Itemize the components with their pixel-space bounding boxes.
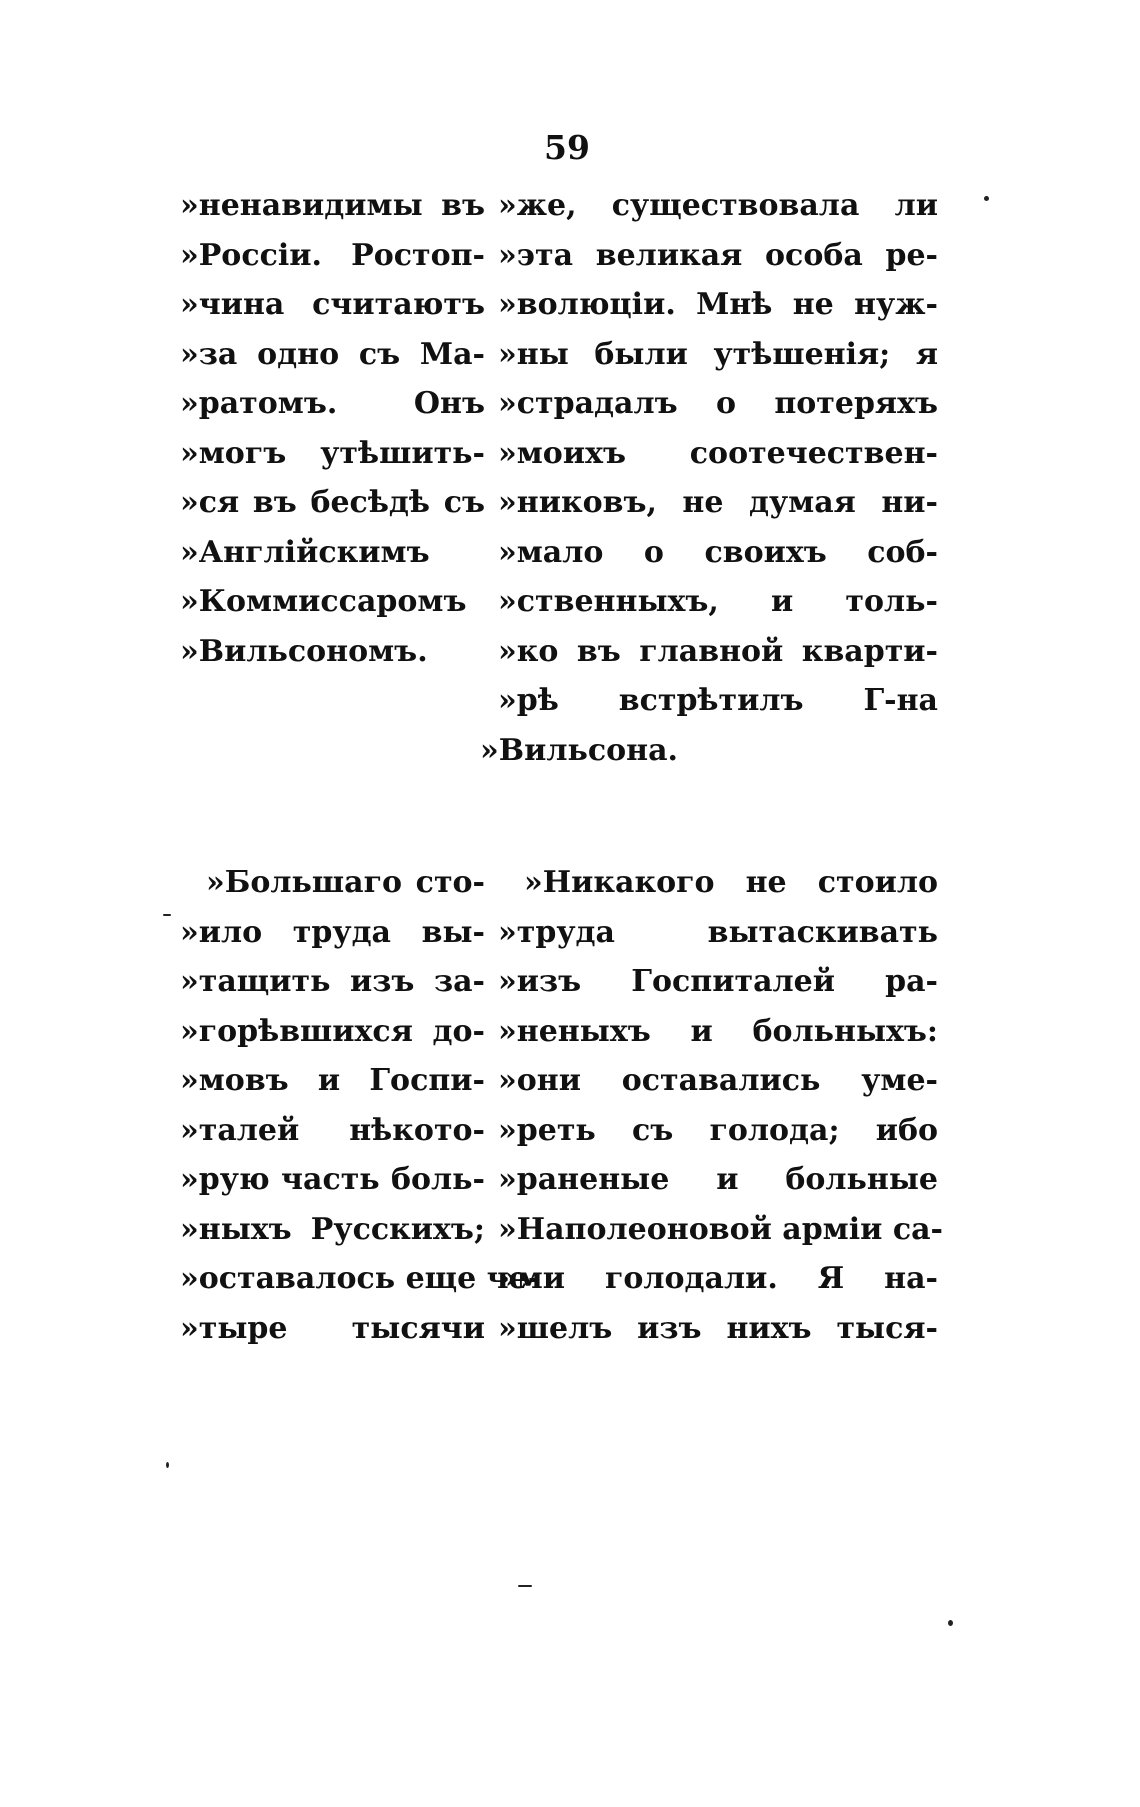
page-number: 59	[544, 128, 590, 167]
text-line: »эта великая особа ре-	[498, 237, 938, 273]
block2-right-column	[498, 858, 943, 1353]
scan-speck	[166, 1462, 169, 1468]
text-line: »ненавидимы въ	[180, 188, 485, 223]
text-line: »Коммиссаромъ	[180, 584, 467, 619]
text-line: »Никакого не стоило	[524, 865, 938, 900]
text-line: »они оставались уме-	[498, 1063, 938, 1098]
text-line: »Вильсона.	[480, 732, 678, 768]
text-line: »могъ утѣшить-	[180, 435, 485, 471]
text-line: »Англійскимъ	[180, 534, 430, 570]
text-line: »Наполеоновой арміи са-	[498, 1211, 943, 1247]
text-line: »Вильсономъ.	[180, 633, 428, 669]
text-line: »изъ Госпиталей ра-	[498, 964, 938, 999]
text-line: »мовъ и Госпи-	[180, 1063, 485, 1098]
block1-right-column	[480, 181, 938, 775]
text-line: »страдалъ о потеряхъ	[498, 386, 938, 421]
text-line: »рѣ встрѣтилъ Г-на	[498, 683, 938, 718]
text-line: »же, существовала ли	[498, 188, 938, 223]
block2-left-column	[180, 858, 541, 1353]
text-line: »волюціи. Мнѣ не нуж-	[498, 287, 938, 322]
text-line: »ны были утѣшенія; я	[498, 336, 938, 372]
text-line: »чина считаютъ	[180, 287, 485, 322]
text-line: »раненые и больные	[498, 1162, 938, 1197]
text-line: »никовъ, не думая ни-	[498, 485, 938, 520]
text-line: »мало о своихъ соб-	[498, 534, 938, 570]
text-line: »ко въ главной кварти-	[498, 633, 938, 669]
text-line: »ся въ бесѣдѣ съ	[180, 485, 485, 520]
text-line: »за одно съ Ма-	[180, 336, 485, 372]
text-line: »оставалось еще че-	[180, 1261, 541, 1296]
text-line: »рую часть боль-	[180, 1162, 485, 1197]
scan-speck	[984, 196, 989, 201]
text-line: »ныхъ Русскихъ;	[180, 1211, 485, 1247]
scan-speck	[163, 914, 171, 916]
scan-speck	[518, 1585, 532, 1587]
text-line: »горѣвшихся до-	[180, 1013, 485, 1049]
block1-left-column	[180, 181, 485, 676]
text-line: »тыре тысячи	[180, 1310, 485, 1346]
text-line: »Россіи. Ростоп-	[180, 237, 485, 273]
scan-speck	[948, 1620, 953, 1626]
text-line: »труда вытаскивать	[498, 914, 938, 950]
text-line: »ми голодали. Я на-	[498, 1261, 938, 1296]
text-line: »моихъ соотечествен-	[498, 435, 938, 471]
text-line: »реть съ голода; ибо	[498, 1112, 938, 1148]
text-line: »ственныхъ, и толь-	[498, 584, 938, 619]
text-line: »ратомъ. Онъ	[180, 386, 485, 421]
text-line: »ило труда вы-	[180, 914, 485, 950]
text-line: »неныхъ и больныхъ:	[498, 1013, 938, 1049]
text-line: »талей нѣкото-	[180, 1112, 485, 1148]
text-line: »тащить изъ за-	[180, 964, 485, 999]
text-line: »шелъ изъ нихъ тыся-	[498, 1310, 938, 1346]
text-line: »Большаго сто-	[206, 865, 485, 900]
